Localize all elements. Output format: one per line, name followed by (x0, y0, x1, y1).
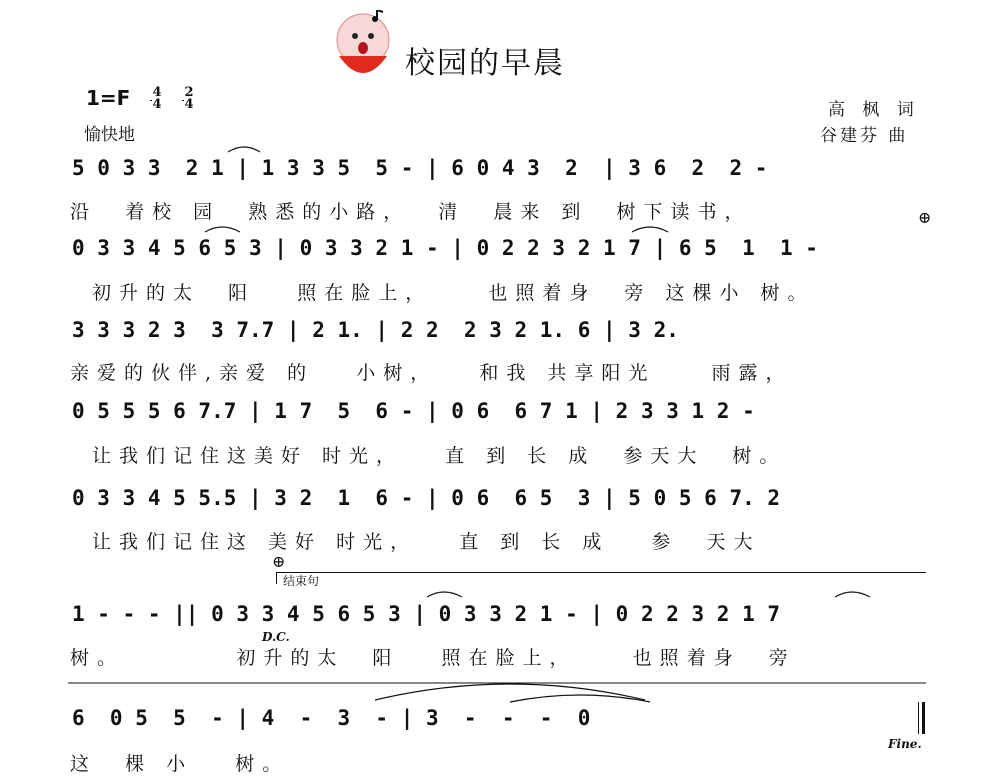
slur-row1 (228, 147, 260, 152)
notation-row-3: 3 3 3 2 3 3 7.7 | 2 1. | 2 2 2 3 2 1. 6 | 3 2. (72, 318, 679, 342)
lyric-row-3: 亲爱的伙伴,亲爱 的 小树， 和我 共享阳光 雨露， (70, 362, 793, 384)
time-signature-2-4: 2 4 (182, 87, 196, 111)
song-title: 校园的早晨 (405, 46, 565, 81)
dc-marking: D.C. (262, 630, 290, 644)
slur-row2 (205, 227, 240, 232)
notation-row-5: 0 3 3 4 5 5.5 | 3 2 1 6 - | 0 6 6 5 3 | 5 0 5 6 7. 2 (72, 486, 781, 510)
lyric-row-4: 让我们记住这美好 时光， 直 到 长 成 参天大 树。 (92, 445, 787, 467)
coda-sign-1: ⊕ (918, 208, 932, 227)
lyric-row-2: 初升的太 阳 照在脸上， 也照着身 旁 这棵小 树。 (92, 282, 815, 304)
lyric-row-7: 这 棵 小 树。 (70, 753, 290, 775)
tie-row7-long (375, 684, 645, 700)
fine-marking: Fine. (888, 737, 922, 751)
key-signature: 1=F (86, 86, 131, 110)
slur-row6b (835, 592, 870, 597)
slur-row2b (632, 227, 668, 232)
ending-label: 结束句 (283, 574, 320, 588)
time-signature-4-4: 4 4 (150, 87, 164, 111)
coda-sign-2: ⊕ (272, 552, 286, 571)
notation-row-2: 0 3 3 4 5 6 5 3 | 0 3 3 2 1 - | 0 2 2 3 2 1 7 | 6 5 1 1 - (72, 236, 818, 260)
lyric-row-5: 让我们记住这 美好 时光， 直 到 长 成 参 天大 (92, 531, 761, 553)
tempo-marking: 愉快地 (84, 125, 135, 145)
notation-row-1: 5 0 3 3 2 1 | 1 3 3 5 5 - | 6 0 4 3 2 | 3 6 2 2 - (72, 156, 768, 180)
composer-credit: 谷建芬 曲 (820, 126, 909, 146)
lyric-row-6: 树。 初升的太 阳 照在脸上， 也照着身 旁 (70, 647, 796, 669)
notation-row-4: 0 5 5 5 6 7.7 | 1 7 5 6 - | 0 6 6 7 1 | 2 3 3 1 2 - (72, 399, 755, 423)
slur-row6 (427, 592, 462, 597)
lyric-row-1: 沿 着校 园 熟悉的小路， 清 晨来 到 树下读书， (70, 201, 752, 223)
notation-row-6: 1 - - - || 0 3 3 4 5 6 5 3 | 0 3 3 2 1 - | 0 2 2 3 2 1 7 (72, 602, 781, 626)
notation-row-7: 6 0 5 5 - | 4 - 3 - | 3 - - - 0 (72, 706, 591, 730)
lyricist-credit: 高 枫 词 (828, 100, 920, 120)
